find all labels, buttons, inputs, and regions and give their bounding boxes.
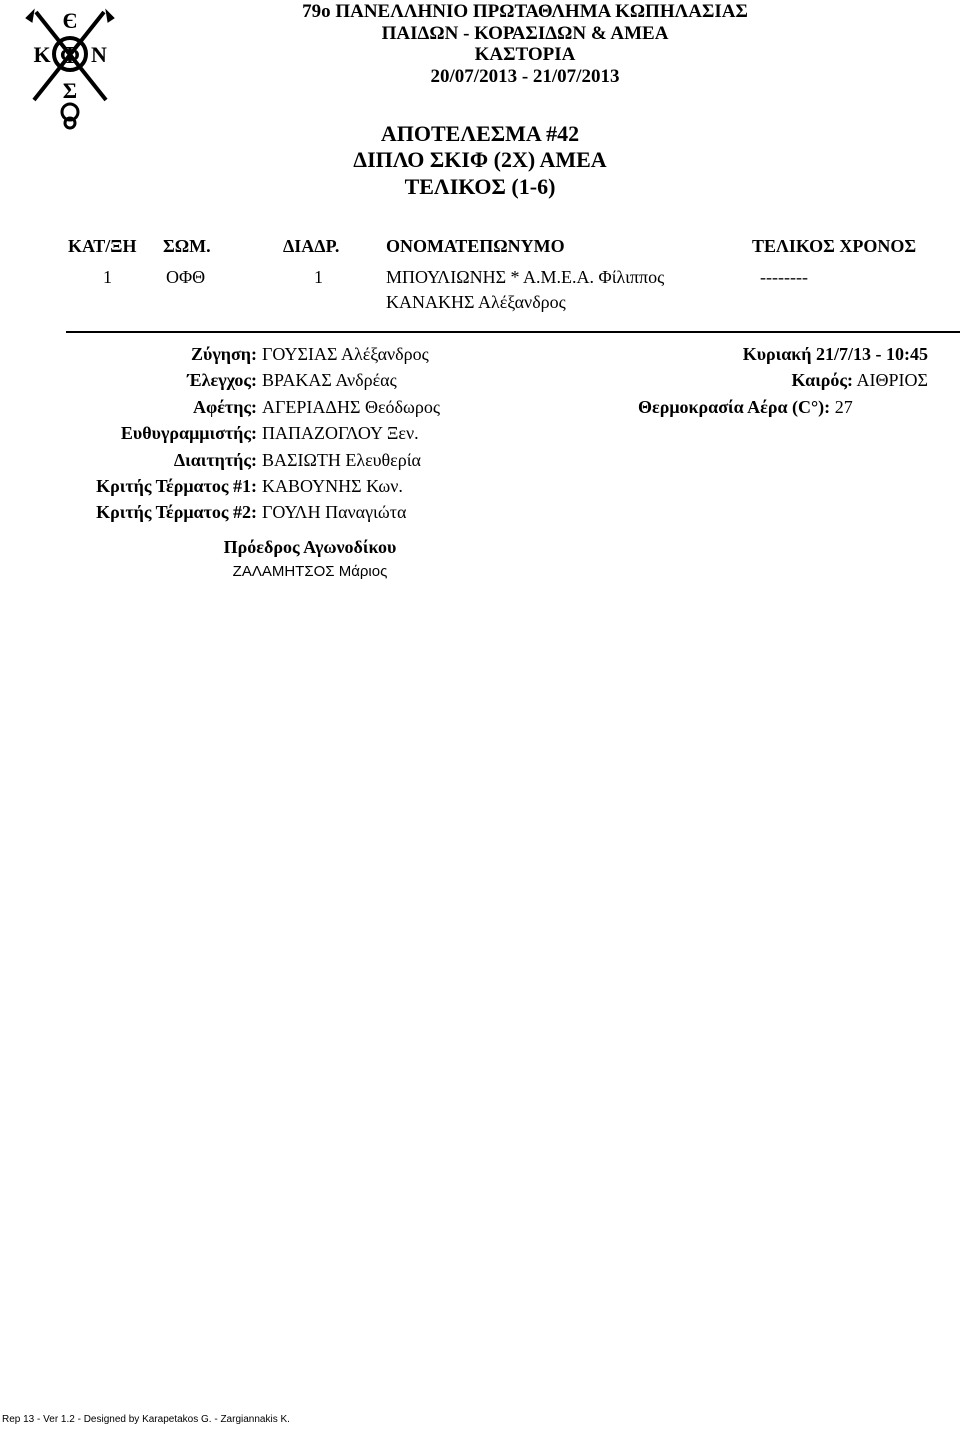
report-footer: Rep 13 - Ver 1.2 - Designed by Karapetakos G. - Zargiannakis K.: [2, 1414, 290, 1425]
official-label: Κριτής Τέρματος #2:: [96, 502, 257, 522]
official-label: Διαιτητής:: [173, 450, 257, 470]
official-value: ΑΓΕΡΙΑΔΗΣ Θεόδωρος: [262, 397, 440, 417]
official-label: Ευθυγραμμιστής:: [120, 423, 257, 443]
row-athlete-2: ΚΑΝΑΚΗΣ Αλέξανδρος: [386, 292, 566, 312]
svg-text:N: N: [91, 42, 107, 67]
championship-dates: 20/07/2013 - 21/07/2013: [430, 66, 620, 87]
temperature-value: 27: [834, 397, 853, 417]
official-label: Αφέτης:: [192, 397, 257, 417]
official-value: ΚΑΒΟΥΝΗΣ Κων.: [262, 476, 403, 496]
result-race: ΤΕΛΙΚΟΣ (1-6): [404, 174, 556, 199]
race-datetime: Κυριακή 21/7/13 - 10:45: [742, 344, 928, 364]
weather: [791, 370, 928, 391]
column-header-time: ΤΕΛΙΚΟΣ ΧΡΟΝΟΣ: [752, 236, 917, 256]
president-name: ΖΑΛΑΜΗΤΣΟΣ Μάριος: [232, 563, 388, 580]
official-label: Έλεγχος:: [187, 370, 257, 390]
column-header-club: ΣΩΜ.: [163, 236, 211, 256]
championship-venue: ΚΑΣΤΟΡΙΑ: [474, 44, 576, 65]
row-rank: 1: [103, 267, 112, 287]
weather-label: Καιρός:: [791, 370, 853, 390]
column-header-lane: ΔΙΑΔΡ.: [283, 236, 340, 256]
official-label: Ζύγηση:: [191, 344, 257, 364]
svg-text:K: K: [33, 42, 51, 67]
column-header-name: ΟΝΟΜΑΤΕΠΩΝΥΜΟ: [386, 236, 565, 256]
official-value: ΓΟΥΛΗ Παναγιώτα: [262, 502, 407, 522]
column-header-rank: ΚΑΤ/ΞΗ: [68, 236, 137, 256]
weather-value: ΑΙΘΡΙΟΣ: [856, 370, 928, 390]
result-title: ΑΠΟΤΕΛΕΣΜΑ #42: [380, 121, 580, 146]
divider: [66, 331, 960, 333]
svg-text:Σ: Σ: [62, 78, 78, 103]
official-label: Κριτής Τέρματος #1:: [96, 476, 257, 496]
president-label: Πρόεδρος Αγωνοδίκου: [223, 537, 397, 557]
rowing-federation-logo-icon: [22, 6, 118, 130]
official-value: ΒΑΣΙΩΤΗ Ελευθερία: [262, 450, 421, 470]
official-value: ΠΑΠΑΖΟΓΛΟΥ Ξεν.: [262, 423, 419, 443]
row-lane: 1: [314, 267, 323, 287]
row-club: ΟΦΘ: [166, 267, 206, 287]
svg-text:Φ: Φ: [60, 43, 80, 69]
temperature: [638, 397, 853, 418]
row-time: --------: [760, 267, 808, 287]
svg-text:Є: Є: [62, 8, 78, 33]
official-value: ΓΟΥΣΙΑΣ Αλέξανδρος: [262, 344, 429, 364]
championship-title: 79ο ΠΑΝΕΛΛΗΝΙΟ ΠΡΩΤΑΘΛΗΜΑ ΚΩΠΗΛΑΣΙΑΣ: [302, 1, 748, 22]
row-athlete-1: ΜΠΟΥΛΙΩΝΗΣ * Α.Μ.Ε.Α. Φίλιππος: [386, 267, 665, 287]
result-event: ΔΙΠΛΟ ΣΚΙΦ (2Χ) ΑΜΕΑ: [353, 147, 607, 172]
championship-category: ΠΑΙΔΩΝ - ΚΟΡΑΣΙΔΩΝ & ΑΜΕΑ: [381, 23, 669, 44]
official-value: ΒΡΑΚΑΣ Ανδρέας: [262, 370, 397, 390]
temperature-label: Θερμοκρασία Αέρα (C°):: [638, 397, 831, 417]
